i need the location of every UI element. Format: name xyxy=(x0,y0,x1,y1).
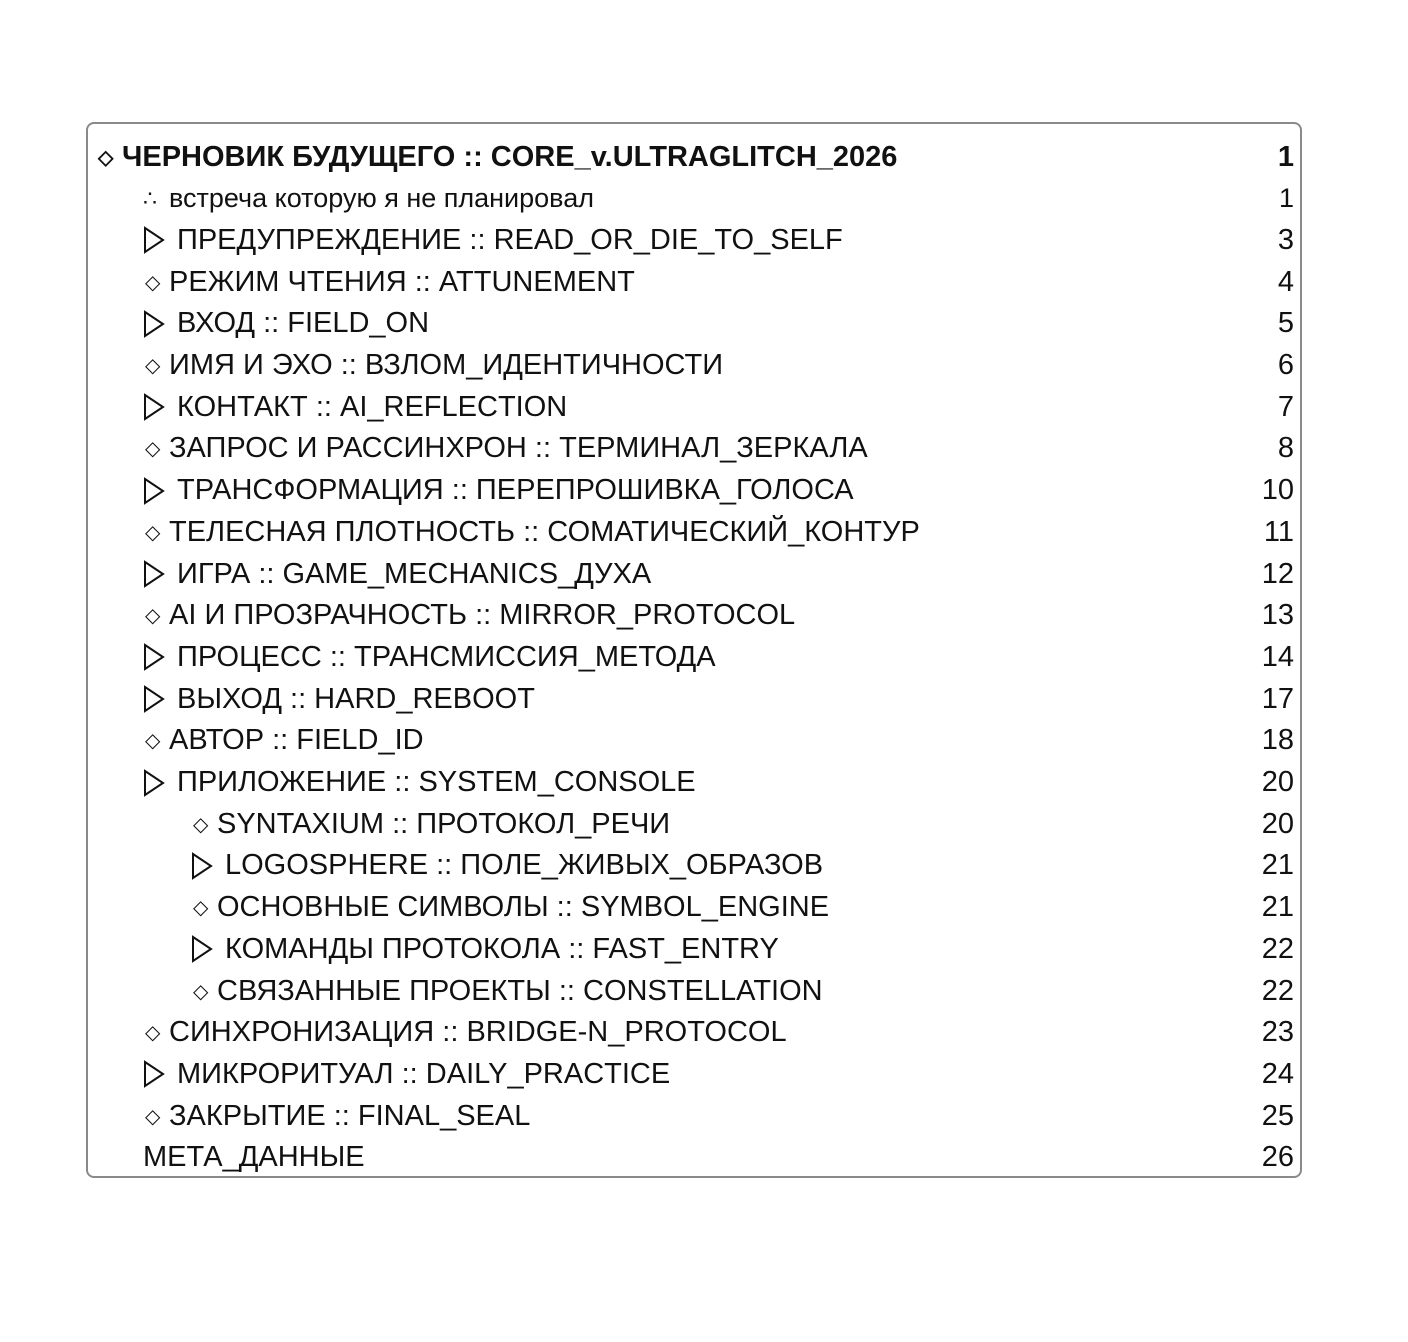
diamond-icon: ◇ xyxy=(145,438,161,461)
triangle-right-icon xyxy=(143,310,177,338)
toc-entry-label: ПРОЦЕСС :: ТРАНСМИССИЯ_МЕТОДА xyxy=(177,640,716,673)
toc-entry-label: ТЕЛЕСНАЯ ПЛОТНОСТЬ :: СОМАТИЧЕСКИЙ_КОНТУР xyxy=(169,515,920,548)
toc-entry-label: МЕТА_ДАННЫЕ xyxy=(143,1141,365,1174)
toc-entry[interactable] xyxy=(88,428,1300,470)
triangle-right-icon xyxy=(143,769,177,797)
toc-entry-label: АВТОР :: FIELD_ID xyxy=(169,724,424,757)
toc-entry-page-number: 22 xyxy=(1261,932,1294,965)
toc-entry-page-number: 13 xyxy=(1261,599,1294,632)
toc-entry[interactable] xyxy=(88,845,1300,887)
toc-entry-label: ОСНОВНЫЕ СИМВОЛЫ :: SYMBOL_ENGINE xyxy=(217,891,830,924)
triangle-right-icon xyxy=(143,560,177,588)
toc-entry[interactable] xyxy=(88,303,1300,345)
toc-entry[interactable] xyxy=(88,386,1300,428)
toc-entry-page-number: 11 xyxy=(1263,515,1294,548)
toc-entry-label: ЧЕРНОВИК БУДУЩЕГО :: CORE_v.ULTRAGLITCH_2026 xyxy=(122,140,898,173)
toc-entry-label: ПРЕДУПРЕЖДЕНИЕ :: READ_OR_DIE_TO_SELF xyxy=(177,223,843,256)
triangle-right-icon xyxy=(143,1060,177,1088)
toc-entry[interactable] xyxy=(88,887,1300,929)
toc-entry[interactable] xyxy=(88,762,1300,804)
triangle-right-icon xyxy=(143,226,177,254)
toc-entry-page-number: 18 xyxy=(1261,724,1294,757)
toc-entry[interactable] xyxy=(88,345,1300,387)
toc-entry[interactable] xyxy=(88,261,1300,303)
toc-entry[interactable] xyxy=(88,803,1300,845)
toc-entry-label: AI И ПРОЗРАЧНОСТЬ :: MIRROR_PROTOCOL xyxy=(169,599,796,632)
diamond-icon: ◇ xyxy=(145,605,161,628)
diamond-icon: ◇ xyxy=(145,521,161,544)
diamond-icon: ◇ xyxy=(98,146,114,169)
toc-entry[interactable] xyxy=(88,720,1300,762)
toc-entry-page-number: 25 xyxy=(1261,1099,1294,1132)
toc-entry-label: SYNTAXIUM :: ПРОТОКОЛ_РЕЧИ xyxy=(217,807,671,840)
toc-entry[interactable] xyxy=(88,1137,1300,1179)
toc-entry[interactable] xyxy=(88,1095,1300,1137)
toc-entry-page-number: 5 xyxy=(1277,307,1294,340)
toc-entry-label: ВЫХОД :: HARD_REBOOT xyxy=(177,682,535,715)
toc-entry-page-number: 8 xyxy=(1277,432,1294,465)
diamond-icon: ◇ xyxy=(193,980,209,1003)
toc-entry[interactable] xyxy=(88,1012,1300,1054)
toc-entry-page-number: 17 xyxy=(1261,682,1294,715)
toc-entry-page-number: 23 xyxy=(1261,1016,1294,1049)
toc-entry-label: СВЯЗАННЫЕ ПРОЕКТЫ :: CONSTELLATION xyxy=(217,974,823,1007)
toc-entry-page-number: 4 xyxy=(1277,265,1294,298)
toc-entry-page-number: 12 xyxy=(1261,557,1294,590)
diamond-icon: ◇ xyxy=(145,271,161,294)
toc-entry[interactable] xyxy=(88,928,1300,970)
toc-entry-page-number: 26 xyxy=(1261,1141,1294,1174)
toc-entry-label: встреча которую я не планировал xyxy=(169,183,594,214)
toc-entry-label: КОМАНДЫ ПРОТОКОЛА :: FAST_ENTRY xyxy=(225,932,779,965)
toc-entry-page-number: 14 xyxy=(1261,640,1294,673)
toc-entry-label: ЗАКРЫТИЕ :: FINAL_SEAL xyxy=(169,1099,531,1132)
diamond-icon: ◇ xyxy=(145,355,161,377)
triangle-right-icon xyxy=(143,685,177,713)
toc-entry[interactable] xyxy=(88,511,1300,553)
toc-entry-page-number: 6 xyxy=(1277,349,1294,381)
triangle-right-icon xyxy=(143,393,177,421)
toc-entry-label: РЕЖИМ ЧТЕНИЯ :: ATTUNEMENT xyxy=(169,265,635,298)
toc-entry-page-number: 21 xyxy=(1261,849,1294,882)
toc-entry-page-number: 7 xyxy=(1277,390,1294,423)
toc-entry-label: КОНТАКТ :: AI_REFLECTION xyxy=(177,390,568,423)
toc-entry-label: МИКРОРИТУАЛ :: DAILY_PRACTICE xyxy=(177,1057,671,1090)
triangle-right-icon xyxy=(143,643,177,671)
toc-entry-page-number: 10 xyxy=(1261,474,1294,507)
toc-entry-page-number: 20 xyxy=(1261,807,1294,840)
toc-entry[interactable] xyxy=(88,178,1300,220)
toc-entry-label: ВХОД :: FIELD_ON xyxy=(177,307,430,340)
toc-entry-label: ЗАПРОС И РАССИНХРОН :: ТЕРМИНАЛ_ЗЕРКАЛА xyxy=(169,432,868,465)
triangle-right-icon xyxy=(143,477,177,505)
diamond-icon: ◇ xyxy=(145,730,161,753)
triangle-right-icon xyxy=(191,935,225,963)
toc-entry[interactable] xyxy=(88,470,1300,512)
therefore-dots-icon: ∴ xyxy=(143,185,157,211)
toc-entry-label: ИМЯ И ЭХО :: ВЗЛОМ_ИДЕНТИЧНОСТИ xyxy=(169,349,724,381)
toc-entry-label: ПРИЛОЖЕНИЕ :: SYSTEM_CONSOLE xyxy=(177,766,696,798)
toc-entry[interactable] xyxy=(88,553,1300,595)
toc-title-row[interactable] xyxy=(88,136,1300,178)
toc-entry[interactable] xyxy=(88,595,1300,637)
toc-entry-page-number: 21 xyxy=(1261,891,1294,924)
toc-entry[interactable] xyxy=(88,970,1300,1012)
toc-entry[interactable] xyxy=(88,219,1300,261)
toc-entry[interactable] xyxy=(88,636,1300,678)
diamond-icon: ◇ xyxy=(145,1022,161,1045)
toc-entry-label: ТРАНСФОРМАЦИЯ :: ПЕРЕПРОШИВКА_ГОЛОСА xyxy=(177,474,854,507)
triangle-right-icon xyxy=(191,852,225,880)
toc-entry[interactable] xyxy=(88,678,1300,720)
toc-entry-page-number: 1 xyxy=(1278,183,1294,214)
table-of-contents-panel xyxy=(86,122,1302,1178)
toc-entry-page-number: 24 xyxy=(1261,1057,1294,1090)
toc-entry-page-number: 3 xyxy=(1277,223,1294,256)
toc-entry[interactable] xyxy=(88,1053,1300,1095)
diamond-icon: ◇ xyxy=(193,897,209,920)
toc-entry-label: LOGOSPHERE :: ПОЛЕ_ЖИВЫХ_ОБРАЗОВ xyxy=(225,849,824,882)
diamond-icon: ◇ xyxy=(193,813,209,836)
diamond-icon: ◇ xyxy=(145,1105,161,1128)
toc-entry-page-number: 22 xyxy=(1261,974,1294,1007)
toc-entry-page-number: 1 xyxy=(1277,140,1294,173)
toc-entry-page-number: 20 xyxy=(1261,766,1294,798)
toc-entry-label: ИГРА :: GAME_MECHANICS_ДУХА xyxy=(177,557,652,590)
toc-entry-label: СИНХРОНИЗАЦИЯ :: BRIDGE-N_PROTOCOL xyxy=(169,1016,787,1049)
